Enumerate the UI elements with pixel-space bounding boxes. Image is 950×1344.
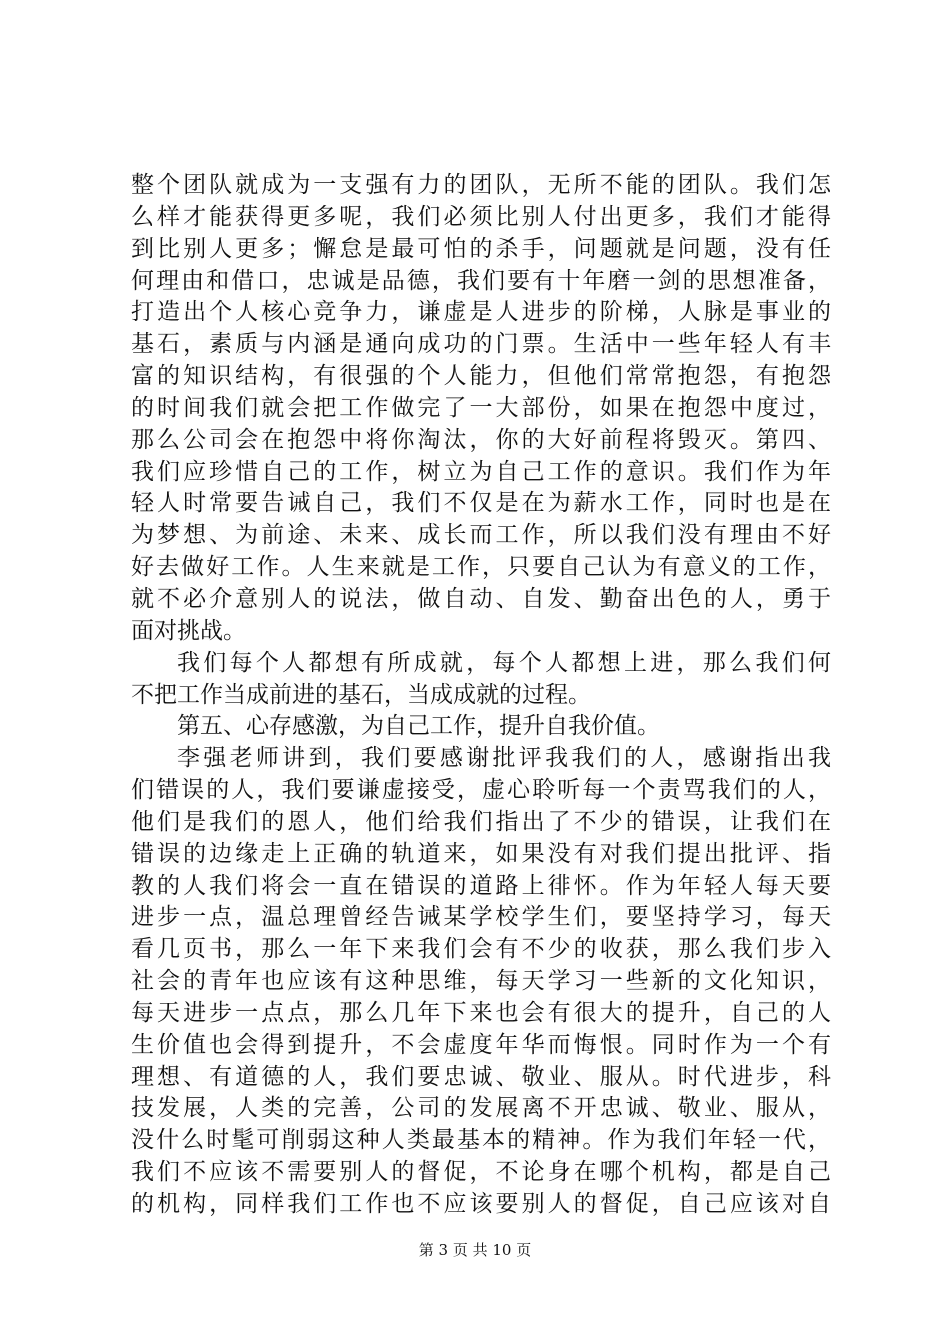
text-line: 么样才能获得更多呢，我们必须比别人付出更多，我们才能得 <box>131 203 831 230</box>
text-line: 技发展，人类的完善，公司的发展离不开忠诚、敬业、服从， <box>131 1095 831 1122</box>
text-line: 错误的边缘走上正确的轨道来，如果没有对我们提出批评、指 <box>131 840 831 867</box>
text-line: 生价值也会得到提升，不会虚度年华而悔恨。同时作为一个有 <box>131 1031 831 1058</box>
document-body <box>131 170 831 1221</box>
text-line: 何理由和借口，忠诚是品德，我们要有十年磨一剑的思想准备， <box>131 267 831 294</box>
text-line: 理想、有道德的人，我们要忠诚、敬业、服从。时代进步，科 <box>131 1063 831 1090</box>
text-line: 第五、心存感激，为自己工作，提升自我价值。 <box>177 713 660 740</box>
text-line: 李强老师讲到，我们要感谢批评我我们的人，感谢指出我 <box>177 745 831 772</box>
text-line: 面对挑战。 <box>131 617 246 644</box>
text-line: 到比别人更多；懈怠是最可怕的杀手，问题就是问题，没有任 <box>131 235 831 262</box>
text-line: 进步一点，温总理曾经告诫某学校学生们，要坚持学习，每天 <box>131 904 831 931</box>
text-line: 没什么时髦可削弱这种人类最基本的精神。作为我们年轻一代， <box>131 1127 831 1154</box>
text-line: 就不必介意别人的说法，做自动、自发、勤奋出色的人，勇于 <box>131 585 831 612</box>
text-line: 社会的青年也应该有这种思维，每天学习一些新的文化知识， <box>131 968 831 995</box>
text-line: 那么公司会在抱怨中将你淘汰，你的大好前程将毁灭。第四、 <box>131 426 831 453</box>
text-line: 轻人时常要告诫自己，我们不仅是在为薪水工作，同时也是在 <box>131 490 831 517</box>
text-line: 我们每个人都想有所成就，每个人都想上进，那么我们何 <box>177 649 831 676</box>
text-line: 富的知识结构，有很强的个人能力，但他们常常抱怨，有抱怨 <box>131 363 831 390</box>
text-line: 整个团队就成为一支强有力的团队，无所不能的团队。我们怎 <box>131 172 831 198</box>
text-line: 打造出个人核心竞争力，谦虚是人进步的阶梯，人脉是事业的 <box>131 299 831 326</box>
page-footer: 第 3 页 共 10 页 <box>418 1241 532 1259</box>
text-line: 每天进步一点点，那么几年下来也会有很大的提升，自己的人 <box>131 999 831 1026</box>
text-line: 教的人我们将会一直在错误的道路上徘怀。作为年轻人每天要 <box>131 872 831 899</box>
text-line: 我们不应该不需要别人的督促，不论身在哪个机构，都是自己 <box>131 1159 831 1186</box>
text-line: 看几页书，那么一年下来我们会有不少的收获，那么我们步入 <box>131 936 831 963</box>
text-line: 他们是我们的恩人，他们给我们指出了不少的错误，让我们在 <box>131 808 831 835</box>
text-line: 们错误的人，我们要谦虚接受，虚心聆听每一个责骂我们的人， <box>131 777 831 804</box>
text-line: 的机构，同样我们工作也不应该要别人的督促，自己应该对自 <box>131 1191 831 1217</box>
text-line: 不把工作当成前进的基石，当成成就的过程。 <box>131 681 591 708</box>
text-line: 好去做好工作。人生来就是工作，只要自己认为有意义的工作， <box>131 554 831 581</box>
text-line: 为梦想、为前途、未来、成长而工作，所以我们没有理由不好 <box>131 522 831 549</box>
text-line: 的时间我们就会把工作做完了一大部份，如果在抱怨中度过， <box>131 394 831 421</box>
text-line: 我们应珍惜自己的工作，树立为自己工作的意识。我们作为年 <box>131 458 831 485</box>
text-line: 基石，素质与内涵是通向成功的门票。生活中一些年轻人有丰 <box>131 331 831 358</box>
